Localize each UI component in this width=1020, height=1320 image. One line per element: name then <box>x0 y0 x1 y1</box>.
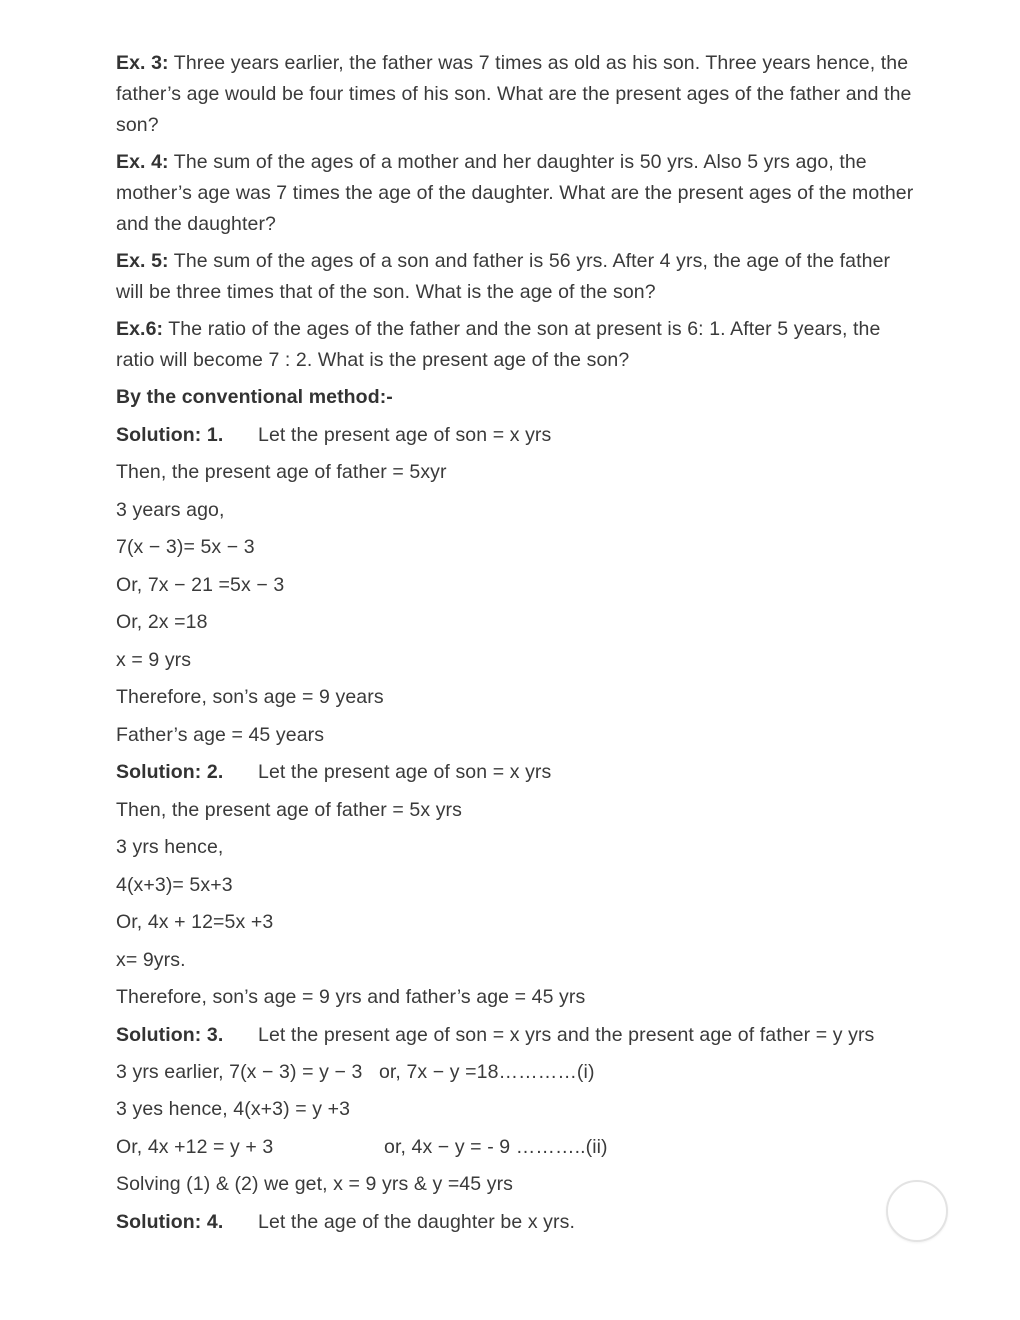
solution-line: Or, 7x − 21 =5x − 3 <box>116 573 285 596</box>
equation-left: Or, 4x +12 = y + 3 <box>116 1135 274 1158</box>
solution-label: Solution: 3. <box>116 1023 224 1046</box>
method-heading: By the conventional method:- <box>116 386 393 408</box>
solution-line <box>116 1132 916 1170</box>
solution-line: Or, 2x =18 <box>116 611 208 633</box>
solution-intro: Let the age of the daughter be x yrs. <box>258 1210 575 1233</box>
solution-label: Solution: 2. <box>116 761 224 783</box>
document-body <box>116 48 916 1244</box>
solution-line: x = 9 yrs <box>116 648 192 671</box>
solution-line: 4(x+3)= 5x+3 <box>116 873 233 896</box>
solution-intro: Let the present age of son = x yrs <box>258 761 552 783</box>
solution-line: Father’s age = 45 years <box>116 723 325 746</box>
solution-line: Therefore, son’s age = 9 yrs and father’s age = 45 yrs <box>116 986 586 1008</box>
solution-line: Solving (1) & (2) we get, x = 9 yrs & y =45 yrs <box>116 1173 514 1195</box>
solution-line: Therefore, son’s age = 9 years <box>116 686 384 708</box>
solution-line: Then, the present age of father = 5x yrs <box>116 798 462 821</box>
solution-line: Then, the present age of father = 5xyr <box>116 461 447 483</box>
solution-label: Solution: 1. <box>116 423 224 446</box>
floating-circle-button[interactable] <box>886 1180 948 1242</box>
exercise-text: The sum of the ages of a mother and her daughter is 50 yrs. Also 5 yrs ago, the mother’s age was 7 times the age of the daughter. What are the present ages of the mother and the daughter? <box>116 151 914 235</box>
solution-3-header <box>116 1020 916 1051</box>
exercise-label: Ex. 4: <box>116 151 169 173</box>
exercise-text: Three years earlier, the father was 7 times as old as his son. Three years hence, the father’s age would be four times of his son. What are the present ages of the father and the son? <box>116 52 912 136</box>
solution-4-header <box>116 1207 916 1245</box>
exercise-5 <box>116 246 916 308</box>
exercise-4 <box>116 147 916 240</box>
solution-2-header <box>116 757 916 795</box>
exercise-label: Ex. 5: <box>116 250 169 272</box>
solution-label: Solution: 4. <box>116 1210 224 1233</box>
solution-line: 3 yrs earlier, 7(x − 3) = y − 3 or, 7x − y =18…………(i) <box>116 1060 595 1083</box>
exercise-3 <box>116 48 916 141</box>
exercise-text: The ratio of the ages of the father and the son at present is 6: 1. After 5 years, the ratio will become 7 : 2. What is the present age of the son? <box>116 318 881 371</box>
equation-right: or, 4x − y = - 9 ………..(ii) <box>384 1135 608 1158</box>
solution-line: x= 9yrs. <box>116 948 186 971</box>
solution-intro: Let the present age of son = x yrs <box>258 423 552 446</box>
solution-intro: Let the present age of son = x yrs and the present age of father = y yrs <box>258 1023 875 1046</box>
exercise-label: Ex.6: <box>116 318 164 340</box>
solution-line: 3 yrs hence, <box>116 836 224 858</box>
exercise-label: Ex. 3: <box>116 52 169 74</box>
exercise-6 <box>116 314 916 376</box>
solution-line: 3 yes hence, 4(x+3) = y +3 <box>116 1098 351 1120</box>
solution-1-header <box>116 420 916 458</box>
solution-line: Or, 4x + 12=5x +3 <box>116 911 274 933</box>
solution-line: 7(x − 3)= 5x − 3 <box>116 536 255 558</box>
solution-line: 3 years ago, <box>116 498 225 521</box>
exercise-text: The sum of the ages of a son and father is 56 yrs. After 4 yrs, the age of the father will be three times that of the son. What is the age of the son? <box>116 250 891 303</box>
